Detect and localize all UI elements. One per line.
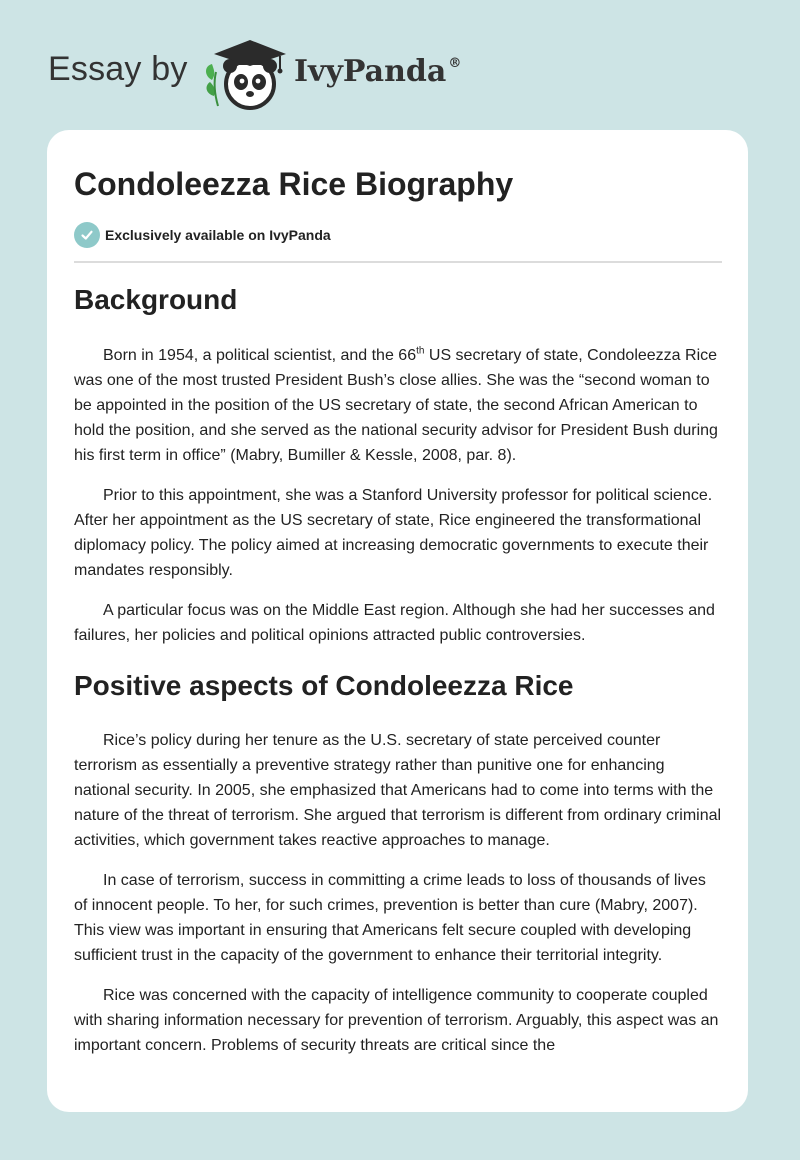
page-title: Condoleezza Rice Biography [74, 166, 514, 202]
background-section-body [74, 343, 722, 663]
check-icon [74, 222, 100, 248]
exclusive-badge-label: Exclusively available on IvyPanda [105, 227, 331, 243]
paragraph: In case of terrorism, success in committing a crime leads to loss of thousands of lives of innocent people. To her, for such crimes, prevention is better than cure (Mabry, 2007). This view was important in ensuring that Americans felt secure coupled with developing sufficient trust in the capacity of the government to enhance their territorial integrity. [74, 872, 706, 964]
ivypanda-logo-icon[interactable] [200, 36, 290, 112]
exclusive-badge [74, 222, 331, 248]
section-heading-background: Background [74, 284, 238, 315]
brand-text: IvyPanda [294, 54, 447, 89]
brand-name[interactable] [294, 54, 461, 89]
paragraph: Rice’s policy during her tenure as the U.S. secretary of state perceived counter terrorism as essentially a preventive strategy rather than punitive one for enhancing national security. In 2005, she emphasized that Americans had to come into terms with the nature of the threat of terrorism. She argued that terrorism is different from ordinary criminal activities, which government takes reactive approaches to manage. [74, 732, 722, 849]
site-header [0, 0, 800, 130]
positive-aspects-section-body [74, 728, 722, 1073]
registered-mark: ® [448, 56, 462, 71]
paragraph: A particular focus was on the Middle East region. Although she had her successes and failures, her policies and political opinions attracted public controversies. [74, 602, 715, 644]
title-divider [74, 261, 722, 263]
paragraph: Born in 1954, a political scientist, and the 66th US secretary of state, Condoleezza Rice was one of the most trusted President Bush’s close allies. She was the “second woman to be appointed in the position of the US secretary of state, the second African American to hold the position, and she served as the national security advisor for President Bush during his first term in office” (Mabry, Bumiller & Kessle, 2008, par. 8). [74, 345, 718, 464]
paragraph: Rice was concerned with the capacity of intelligence community to cooperate coupled with sharing information necessary for prevention of terrorism. Arguably, this aspect was an important concern. Problems of security threats are critical since the [74, 987, 719, 1054]
essay-card [47, 130, 748, 1112]
essay-by-label: Essay by [48, 50, 188, 88]
paragraph: Prior to this appointment, she was a Stanford University professor for political science. After her appointment as the US secretary of state, Rice engineered the transformational diplomacy policy. The policy aimed at increasing democratic governments to execute their mandates responsibly. [74, 487, 713, 579]
section-heading-positive-aspects: Positive aspects of Condoleezza Rice [74, 670, 574, 701]
